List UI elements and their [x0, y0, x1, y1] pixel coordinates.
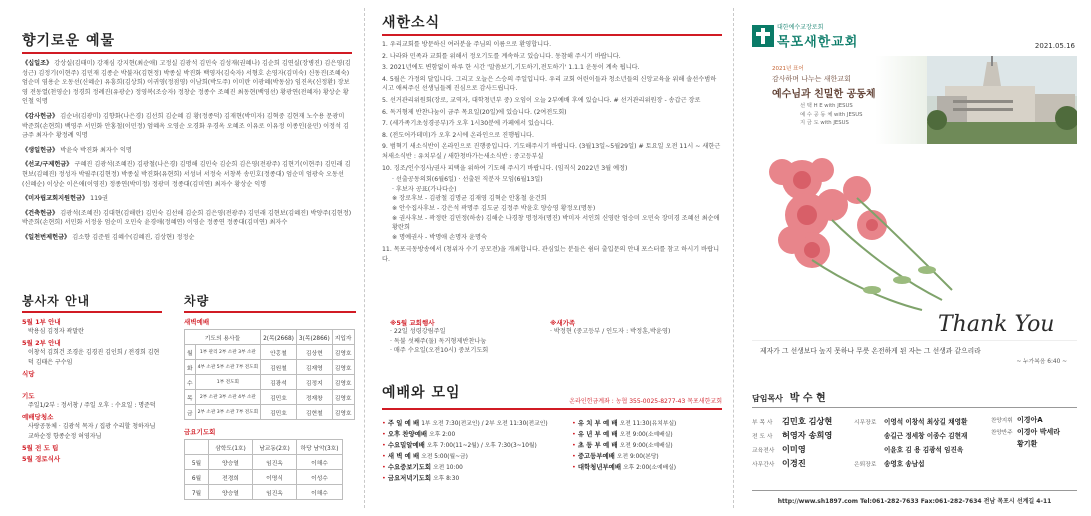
- online-offering-account: 온라인헌금계좌 : 농협 355-0025-8277-43 목포새한교회: [569, 398, 722, 405]
- worship-time: 1부 오전 7:30(전교인) / 2부 오전 11:30(전교인): [421, 421, 548, 427]
- election-detail-line: · 선출공동의회(6월6일) · 선출된 직분자 모임(6월13일): [392, 176, 543, 184]
- service-item-detail: 사랑공동체 · 김광석 목자 / 집광 수리할 청하자님 교하순정 항종순정 허영자님: [28, 423, 156, 440]
- staff-names: 이미영: [782, 443, 806, 454]
- worship-row: [572, 451, 722, 462]
- worship-time: 오전 9:00(소예배실): [619, 432, 673, 438]
- election-detail-line: ※ 권사후보 - 곽정란 김민정(하송) 김해순 나경창 명정자(명진) 박미자 서인희 신영란 엄승미 오민숙 장미경 조혜선 최순애 황란희: [392, 214, 720, 232]
- events-title: ※5월 교회행사: [390, 319, 435, 327]
- event-line: · 독불 섯째주(둘) 독거형제반찬나눔: [390, 337, 487, 345]
- header-cell: 3(목(2866): [296, 330, 332, 345]
- service-item: [22, 443, 162, 453]
- events-list: [390, 327, 540, 356]
- table-cell: 1부 관리 2부 소관 3부 소관: [195, 345, 260, 360]
- news-item: 10. 징조/인수징사/권사 피택을 위하여 기도해 주시기 바랍니다. (임직식 2022년 3월 예정): [382, 164, 628, 172]
- bullet-dot: •: [572, 452, 578, 460]
- pastor-name: 박 수 현: [789, 393, 826, 404]
- worship-schedule-adult: [382, 418, 572, 484]
- service-item-detail: 이창석 김희건 조경운 김경진 김인희 / 전경희 김현덕 김태은 구수임: [28, 349, 160, 366]
- service-item: [22, 391, 162, 411]
- offering-title: 《십일조》: [22, 60, 53, 67]
- worship-row: [382, 440, 572, 451]
- table-row: [185, 455, 343, 470]
- table-cell: 김원철: [261, 360, 297, 375]
- worship-row: [382, 473, 572, 484]
- thank-you-script: Thank You: [938, 312, 1055, 337]
- events-box: [390, 318, 540, 356]
- offering-title: 《생일헌금》: [22, 146, 59, 154]
- music-names: 이경아A: [1017, 416, 1043, 424]
- service-item-title: 기도: [22, 392, 35, 400]
- friday-car-title: 금요기도회: [184, 428, 216, 436]
- table-cell: 김정지: [296, 375, 332, 390]
- worship-name: 중고등부예배: [577, 452, 615, 460]
- church-building-photo: [927, 56, 1077, 144]
- worship-time: 오전 5:00(월~금): [421, 454, 468, 460]
- service-item-title: 예배당청소: [22, 413, 54, 421]
- header-cell: 남교동(2호): [253, 440, 297, 455]
- staff-role: 전 도 사: [752, 433, 773, 440]
- church-logo: [752, 22, 858, 50]
- worship-row: [572, 462, 722, 473]
- news-item: 1. 우리교회를 방문하신 여러분을 주님의 이름으로 환영합니다.: [382, 41, 552, 48]
- worship-row: [382, 462, 572, 473]
- service-item-detail: 박용심 김정자 곽말란: [28, 328, 84, 335]
- title-underline: [382, 408, 722, 410]
- table-cell: 김현철: [296, 405, 332, 420]
- table-cell: 2부 소관 3부 소관 7부 전도회: [195, 405, 260, 420]
- section-title-car: 차량: [184, 294, 210, 308]
- table-cell: 김영호: [332, 390, 354, 405]
- table-cell: 5월: [185, 455, 209, 470]
- offering-names: 김순녀(김광미) 김향화(나은경) 김선희 김순혜 김 황(정종덕) 김재현(박미자) 김혁중 김현재 노수용 문광미 박준희(손현희) 백영주 서민화 안홍철(이민정) 엄혜옥 오영순 오경화 우경옥 오혜조 이유로 이유정 이종인(윤민) 이정석 김금주 최자수 황정례 익명: [22, 112, 349, 140]
- newcomer-box: [550, 318, 720, 337]
- table-cell: 이명식: [253, 470, 297, 485]
- news-item: 6. 독거형제 반찬나눔이 금주 목요일(20일)에 있습니다. (2여전도회): [382, 108, 567, 116]
- header-cell: 지입자: [332, 330, 354, 345]
- table-cell: 1부 전도회: [195, 375, 260, 390]
- title-underline: [382, 34, 722, 36]
- table-cell: 4부 소관 5부 소관 7부 전도회: [195, 360, 260, 375]
- pastor-label: 담임목사: [752, 394, 783, 403]
- table-row: [185, 390, 355, 405]
- table-cell: 이성수: [297, 470, 343, 485]
- worship-row: [572, 418, 722, 429]
- table-cell: 양승열: [209, 455, 253, 470]
- worship-name: 유 치 부 예 배: [577, 419, 618, 427]
- table-row: [185, 360, 355, 375]
- header-cell: 삼학도(1호): [209, 440, 253, 455]
- staff-role: 교육전사: [752, 447, 775, 454]
- table-cell: 김영호: [332, 345, 354, 360]
- offering-title: 《일천번제헌금》: [22, 233, 71, 241]
- worship-time: 오후 2:00(소예배실): [623, 465, 677, 471]
- motto-sub-3: 지 금 도 with JESUS: [800, 120, 849, 126]
- header-cell: 기도의 용사들: [185, 330, 261, 345]
- service-item-detail: 주일1/2부 : 정서창 / 주일 오후 : 수요일 : 명준덕: [28, 402, 156, 409]
- service-item-title: 5월 전 도 팀: [22, 444, 59, 452]
- music-role: 찬양지휘: [991, 418, 1013, 424]
- worship-name: 유 년 부 예 배: [577, 430, 618, 438]
- table-cell: 이해수: [297, 455, 343, 470]
- elder-role: 시무장로: [854, 419, 877, 426]
- news-item: 8. (전도어카데미)가 오후 2시에 온라인으로 진행됩니다.: [382, 131, 534, 139]
- offering-entry: [22, 194, 352, 204]
- bullet-dot: •: [572, 430, 578, 438]
- music-staff: [991, 414, 1071, 450]
- fold-divider: [733, 8, 734, 508]
- table-cell: 6월: [185, 470, 209, 485]
- worship-name: 초 등 부 예 배: [577, 441, 618, 449]
- bullet-dot: •: [382, 419, 388, 427]
- table-cell: 양승열: [209, 485, 253, 500]
- table-cell: 김상현: [296, 345, 332, 360]
- title-underline: [22, 311, 162, 313]
- cross-icon: [752, 25, 774, 47]
- table-cell: 임진옥: [253, 455, 297, 470]
- news-item: 11. 목포극동방송에서 (청위자 수기 공모전)을 개최합니다. 관심있는 분들은 쉼터 출입문의 안내 포스터를 참고 하시기 바랍니다.: [382, 246, 720, 263]
- table-cell: 임진옥: [253, 485, 297, 500]
- denomination: 대한예수교장로회: [777, 24, 824, 31]
- table-row: [185, 375, 355, 390]
- service-item: [22, 338, 162, 368]
- table-cell: 김영호: [332, 375, 354, 390]
- header-cell: 2(목(2668): [261, 330, 297, 345]
- service-list: [22, 317, 162, 464]
- service-item: [22, 412, 162, 442]
- table-cell: 김영호: [332, 360, 354, 375]
- table-cell: 금: [185, 405, 196, 420]
- news-item: 5. 선거관리위원회(장로, 교역자, 대학청년부 중) 오임이 오늘 2부예배 후에 있습니다. # 선거관리위원장 - 송갑근 장로: [382, 96, 701, 104]
- worship-row: [382, 418, 572, 429]
- motto-line-1: 감사하며 나누는 새한교회: [772, 75, 851, 83]
- elder-names: 이윤호 김 용 김광석 임진옥: [884, 446, 964, 454]
- staff-role: 부 목 사: [752, 419, 773, 426]
- worship-row: [382, 429, 572, 440]
- table-row: [185, 345, 355, 360]
- table-cell: 김광석: [261, 375, 297, 390]
- table-cell: 전경희: [209, 470, 253, 485]
- offering-names: 김소향 김준원 김혜수(김혜진, 김상현) 정정순: [72, 233, 195, 241]
- header-cell: 하당 남악(3호): [297, 440, 343, 455]
- music-role: 찬양반주: [991, 430, 1013, 436]
- staff-names: 김민호 김상현: [782, 415, 833, 426]
- bullet-dot: •: [382, 452, 388, 460]
- staff-row: [752, 456, 1077, 470]
- staff-divider: [752, 407, 1077, 408]
- music-names: 황기환: [1017, 440, 1038, 448]
- elder-names: 송길근 정세창 이종수 김현재: [884, 432, 968, 440]
- table-header-row: [185, 330, 355, 345]
- offering-entry: [22, 112, 352, 141]
- bullet-dot: •: [572, 419, 578, 427]
- bullet-dot: •: [382, 430, 388, 438]
- bullet-dot: •: [382, 463, 388, 471]
- table-cell: 이해수: [297, 485, 343, 500]
- morning-car-title: 새벽예배: [184, 318, 210, 326]
- section-title-service: 봉사자 안내: [22, 294, 91, 308]
- table-cell: 김민호: [261, 405, 297, 420]
- worship-time: 오전 10:00: [433, 465, 463, 471]
- music-row: [991, 414, 1071, 426]
- offering-entry: [22, 146, 352, 156]
- worship-name: 주 일 예 배: [387, 419, 420, 427]
- music-row: [991, 426, 1071, 438]
- motto-sub-1: 선 택 H E with JESUS: [800, 103, 853, 109]
- footer-bar: [752, 490, 1077, 508]
- title-underline: [184, 311, 356, 313]
- table-cell: 김재영: [296, 360, 332, 375]
- music-row: [991, 438, 1071, 450]
- newcomer-line: · 박정현 (중고등부 / 인도자 : 박정훈,박윤영): [550, 328, 671, 335]
- header-cell: [185, 440, 209, 455]
- news-item: 2. 나라와 민족과 교회를 위해서 정오기도를 계속하고 있습니다. 동참해 주시기 바랍니다.: [382, 52, 621, 60]
- section-title-news: 새한소식: [382, 15, 441, 31]
- staff-names: 허영자 송희영: [782, 429, 833, 440]
- carnation-illustration: [752, 150, 1077, 328]
- motto-line-2: 예수님과 친밀한 공동체: [772, 89, 876, 100]
- bullet-dot: •: [382, 441, 388, 449]
- table-row: [185, 485, 343, 500]
- newcomer-list: [550, 327, 720, 337]
- caption-box: [752, 340, 1077, 382]
- table-header-row: [185, 440, 343, 455]
- section-title-worship: 예배와 모임: [382, 385, 461, 401]
- table-cell: 화: [185, 360, 196, 375]
- elder-role: 은퇴장로: [854, 461, 877, 468]
- church-name: 목포새한교회: [777, 35, 859, 50]
- worship-time: 오전 11:30(유치부실): [619, 421, 677, 427]
- offering-entry: [22, 209, 352, 228]
- bulletin-date: 2021.05.16: [1034, 42, 1075, 50]
- offering-title: 《미자립교회지원헌금》: [22, 195, 89, 203]
- motto-year: 2021년 표어: [772, 66, 804, 72]
- elder-names: 송영호 송남섭: [884, 460, 925, 468]
- news-item: 7. (세가족기초성경공부)가 오후 1시30분에 카페에서 있습니다.: [382, 120, 554, 128]
- news-list: [382, 40, 722, 264]
- fold-divider: [364, 8, 365, 508]
- motto-sub-2: 예 수 공 동 체 with JESUS: [800, 111, 863, 118]
- worship-row: [572, 429, 722, 440]
- table-cell: 목: [185, 390, 196, 405]
- table-cell: 안홍철: [261, 345, 297, 360]
- column-left: [0, 0, 360, 516]
- election-detail-line: ※ 명예권사 - 박명애 손명자 윤명숙: [392, 233, 487, 241]
- worship-name: 금요저녁기도회: [387, 474, 432, 482]
- worship-row: [572, 440, 722, 451]
- staff-names: 이경진: [782, 457, 806, 468]
- scripture-reference: ~ 누가복음 6:40 ~: [1016, 359, 1067, 365]
- column-middle: [368, 0, 728, 516]
- table-cell: 정재창: [296, 390, 332, 405]
- offering-names: 구혜진 김광석(조혜진) 김광철(나은경) 김명해 김민숙 김순희 김은영(전광주) 김현기(이현주) 김민래 김현보(김혜진) 정성자 박필주(김현정) 박종실 박진화(유현희) 서성녀 서정숙 서창복 송민호(정종대) 엄순미 엄광숙 오동선(신혜순) 이상순 이은애(이영진) 정종연(박미정) 정광미 정종대(김미연) 최자수 황상순 익명: [22, 161, 351, 188]
- event-line: · 매주 수요일(오전10시) 중보기도회: [390, 347, 489, 355]
- worship-name: 수요중보기도회: [387, 463, 432, 471]
- column-right: [738, 0, 1091, 516]
- offerings-list: [22, 59, 352, 243]
- worship-name: 대학청년부예배: [577, 463, 622, 471]
- worship-name: 새 벽 예 배: [387, 452, 420, 460]
- section-title-offerings: 향기로운 예물: [22, 33, 116, 49]
- staff-section: [752, 389, 1077, 470]
- service-item-title: 5월 1부 안내: [22, 318, 61, 326]
- election-detail-line: ※ 장로후보 - 김광철 김명균 김재영 김혁순 안홍철 윤건희: [392, 195, 547, 203]
- title-underline: [22, 52, 352, 54]
- table-row: [185, 470, 343, 485]
- offering-names: 박윤숙 박진화 최자수 익명: [60, 146, 132, 154]
- service-item-title: 5월 2부 안내: [22, 339, 61, 347]
- offering-title: 《건축헌금》: [22, 209, 59, 217]
- table-cell: 2부 소관 3부 소관 4부 소관: [195, 390, 260, 405]
- service-item-title: 식당: [22, 370, 35, 378]
- service-item: [22, 317, 162, 337]
- news-item: 9. 범혁기 새소식반이 온라인으로 진행중입니다. 기도해주시기 바랍니다. (3월13일~5월29일) # 토요일 오전 11시 ~ 새한근처새소식반 : 유치부실 / 새한청바가는새소식반 : 중고등부실: [382, 143, 721, 160]
- offering-names: 강상실(김태미) 강재심 강지현(최순애) 고정실 김광석 김민숙 김성재(권혜나) 김순희 김연실(장병진) 김은영(김성근) 김정기(이현주) 김민재 김종순 박불자(김현정) 박종실 박진화 백영자(김숙자) 서형호 손영자(김미숙) 신동진(조혜숙) 엄순미 염용순 오동선(신혜순) 유흥희(김상희) 이귀영(정점영) 이남희(박도주) 이미란 이광혜(박동삼) 임진옥(신정환) 장보영 전동열(천영순) 정경희 정례진(유광순) 정영복(조승자) 정창순 정종수 조혜진 최동현(백영선) 황광연(전혜자) 황상순 황인철 익명: [22, 60, 351, 106]
- offering-entry: [22, 233, 352, 243]
- worship-time: 오후 8:30: [433, 476, 460, 482]
- morning-car-table: [184, 329, 355, 420]
- service-item-title: 5월 경로식사: [22, 455, 61, 463]
- table-cell: 수: [185, 375, 196, 390]
- offering-names: 119권: [90, 195, 108, 203]
- table-cell: 월: [185, 345, 196, 360]
- table-row: [185, 405, 355, 420]
- worship-schedule-school: [572, 418, 722, 484]
- worship-time: 오후 7:00(11~2월) / 오후 7:30(3~10월): [426, 443, 537, 449]
- news-item: 3. 2021년에도 변함없이 하루 한 시간 '말씀보기,기도하기,전도하기' 1.1.1 운동이 계속 됩니다.: [382, 64, 640, 72]
- music-names: 이경아 박세라: [1017, 428, 1061, 436]
- service-item: [22, 369, 162, 379]
- worship-time: 오전 9:00(소예배실): [619, 443, 673, 449]
- worship-name: 수요밀알예배: [387, 441, 425, 449]
- offering-title: 《감사헌금》: [22, 112, 59, 120]
- newcomer-title: ※새가족: [550, 319, 576, 327]
- table-cell: 김영호: [332, 405, 354, 420]
- bullet-dot: •: [382, 474, 388, 482]
- friday-car-table: [184, 439, 343, 500]
- scripture-caption: 제자가 그 선생보다 높지 못하나 무릇 온전하게 된 자는 그 선생과 같으리라: [760, 347, 981, 355]
- staff-list: [752, 414, 1077, 470]
- contact-info: http://www.sh1897.com Tel:061-282-7633 Fax:061-282-7634 전남 목포시 선계길 4-11: [777, 498, 1052, 505]
- offering-title: 《선교/구제헌금》: [22, 161, 73, 169]
- worship-name: 오후 찬양예배: [387, 430, 428, 438]
- motto-sub: [800, 102, 862, 128]
- worship-row: [382, 451, 572, 462]
- offering-entry: [22, 59, 352, 107]
- news-item: 4. 5월은 가정의 달입니다. 그리고 오늘은 스승의 주일입니다. 우리 교회 어린이들과 청소년들의 신앙교육을 위해 솔선수범하시고 애써주신 선생님들께 진심으로 감사드립니다.: [382, 75, 717, 93]
- elder-names: 이영석 이창석 최상길 채영환: [884, 418, 968, 426]
- staff-role: 사무간사: [752, 461, 775, 468]
- election-detail-line: · 후보자 공표(가나다순): [392, 185, 457, 193]
- bullet-dot: •: [572, 463, 578, 471]
- offering-names: 김광석(조혜진) 김대현(김해란) 김민숙 김선해 김순희 김은영(전광주) 김민래 김현보(김혜진) 박양주(김현정) 박준희(손현희) 서민화 서정웅 엄순미 오민숙 윤경애(정혜연) 이영순 정종연 정종대(김미연) 최자수: [22, 209, 352, 227]
- worship-time: 오후 2:00: [429, 432, 456, 438]
- bullet-dot: •: [572, 441, 578, 449]
- table-cell: 7월: [185, 485, 209, 500]
- header-banner: [752, 56, 1077, 144]
- worship-time: 오전 9:00(본당): [616, 454, 659, 460]
- table-cell: 김민호: [261, 390, 297, 405]
- event-line: · 22일 성령강림주일: [390, 328, 446, 335]
- officer-election-details: [382, 175, 722, 242]
- service-item: [22, 380, 162, 390]
- service-item: [22, 454, 162, 464]
- election-detail-line: ※ 안수집사후보 - 강은석 곽명주 김도균 김정주 박윤호 양승영 황정오(명동): [392, 204, 596, 212]
- offering-entry: [22, 160, 352, 189]
